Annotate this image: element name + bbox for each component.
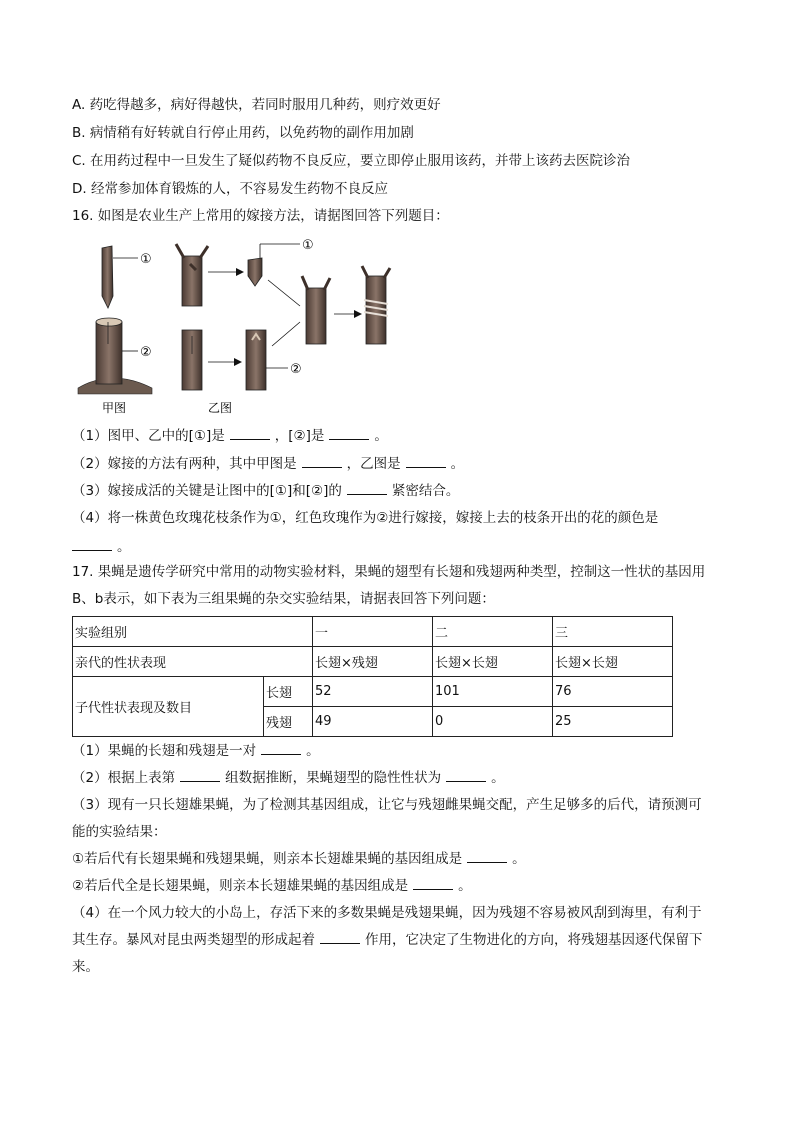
q16-sub1: （1）图甲、乙中的[①]是 ，[②]是 。 — [72, 428, 388, 444]
blank-16-2b[interactable] — [406, 455, 446, 468]
q17-sub1: （1）果蝇的长翅和残翅是一对 。 — [72, 743, 320, 759]
fig-label-1b: ① — [302, 238, 314, 253]
fig-label-2b: ② — [290, 362, 302, 377]
scion-a — [102, 246, 138, 308]
q16-sub3: （3）嫁接成活的关键是让图中的[①]和[②]的 紧密结合。 — [72, 483, 460, 499]
blank-17-1[interactable] — [261, 742, 301, 755]
q16-sub4: （4）将一株黄色玫瑰花枝条作为①，红色玫瑰作为②进行嫁接，嫁接上去的枝条开出的花的颜色是 — [72, 510, 659, 526]
blank-16-1a[interactable] — [230, 427, 270, 440]
q17-stem-1: 17. 果蝇是遗传学研究中常用的动物实验材料，果蝇的翅型有长翅和残翅两种类型，控制这一性状的基因用 — [72, 564, 706, 580]
table-row: 亲代的性状表现 长翅×残翅 长翅×长翅 长翅×长翅 — [73, 647, 673, 677]
blank-17-2a[interactable] — [180, 769, 220, 782]
fig-label-2a: ② — [140, 345, 152, 360]
grafted-branch — [268, 266, 390, 346]
blank-16-1b[interactable] — [329, 427, 369, 440]
blank-17-2b[interactable] — [446, 769, 486, 782]
fig-caption-b: 乙图 — [208, 401, 233, 415]
option-c: C. 在用药过程中一旦发生了疑似药物不良反应，要立即停止服用该药，并带上该药去医院诊治 — [72, 153, 631, 169]
q17-sub4: （4）在一个风力较大的小岛上，存活下来的多数果蝇是残翅果蝇，因为残翅不容易被风刮到海里，有利于 — [72, 905, 702, 921]
cross-results-table — [72, 616, 673, 737]
option-a: A. 药吃得越多，病好得越快，若同时服用几种药，则疗效更好 — [72, 97, 441, 113]
q16-sub4-cont: 。 — [72, 538, 131, 556]
q17-sub4-cont: 其生存。暴风对昆虫两类翅型的形成起着 作用，它决定了生物进化的方向，将残翅基因逐代保留下 — [72, 932, 703, 948]
q16-sub2: （2）嫁接的方法有两种，其中甲图是 ，乙图是 。 — [72, 456, 465, 472]
blank-16-3[interactable] — [347, 482, 387, 495]
table-row: 残翅 49 0 25 — [73, 707, 673, 737]
blank-16-4[interactable] — [72, 538, 112, 551]
q17-stem-2: B、b表示，如下表为三组果蝇的杂交实验结果，请据表回答下列问题： — [72, 591, 495, 607]
option-b: B. 病情稍有好转就自行停止用药，以免药物的副作用加剧 — [72, 125, 414, 141]
q17-sub3-c: ①若后代有长翅果蝇和残翅果蝇，则亲本长翅雄果蝇的基因组成是 。 — [72, 851, 526, 867]
branch-b — [176, 244, 300, 306]
grafting-figure — [72, 236, 402, 416]
blank-17-3b[interactable] — [413, 877, 453, 890]
q17-sub3-cont: 能的实验结果： — [72, 824, 167, 840]
q16-stem: 16. 如图是农业生产上常用的嫁接方法，请据图回答下列题目： — [72, 208, 449, 224]
table-row: 子代性状表现及数目 长翅 52 101 76 — [73, 677, 673, 707]
q17-sub2: （2）根据上表第 组数据推断，果蝇翅型的隐性性状为 。 — [72, 770, 505, 786]
blank-16-2a[interactable] — [302, 455, 342, 468]
fig-caption-a: 甲图 — [102, 401, 127, 415]
option-d: D. 经常参加体育锻炼的人，不容易发生药物不良反应 — [72, 181, 388, 197]
q17-sub3: （3）现有一只长翅雄果蝇，为了检测其基因组成，让它与残翅雌果蝇交配，产生足够多的后代，请预测可 — [72, 797, 702, 813]
fig-label-1a: ① — [140, 252, 152, 267]
q17-sub3-d: ②若后代全是长翅果蝇，则亲本长翅雄果蝇的基因组成是 。 — [72, 878, 472, 894]
q17-sub4-end: 来。 — [72, 959, 99, 975]
stock-b — [182, 330, 288, 390]
blank-17-4[interactable] — [320, 931, 360, 944]
blank-17-3a[interactable] — [467, 850, 507, 863]
table-row: 实验组别 一 二 三 — [73, 617, 673, 647]
